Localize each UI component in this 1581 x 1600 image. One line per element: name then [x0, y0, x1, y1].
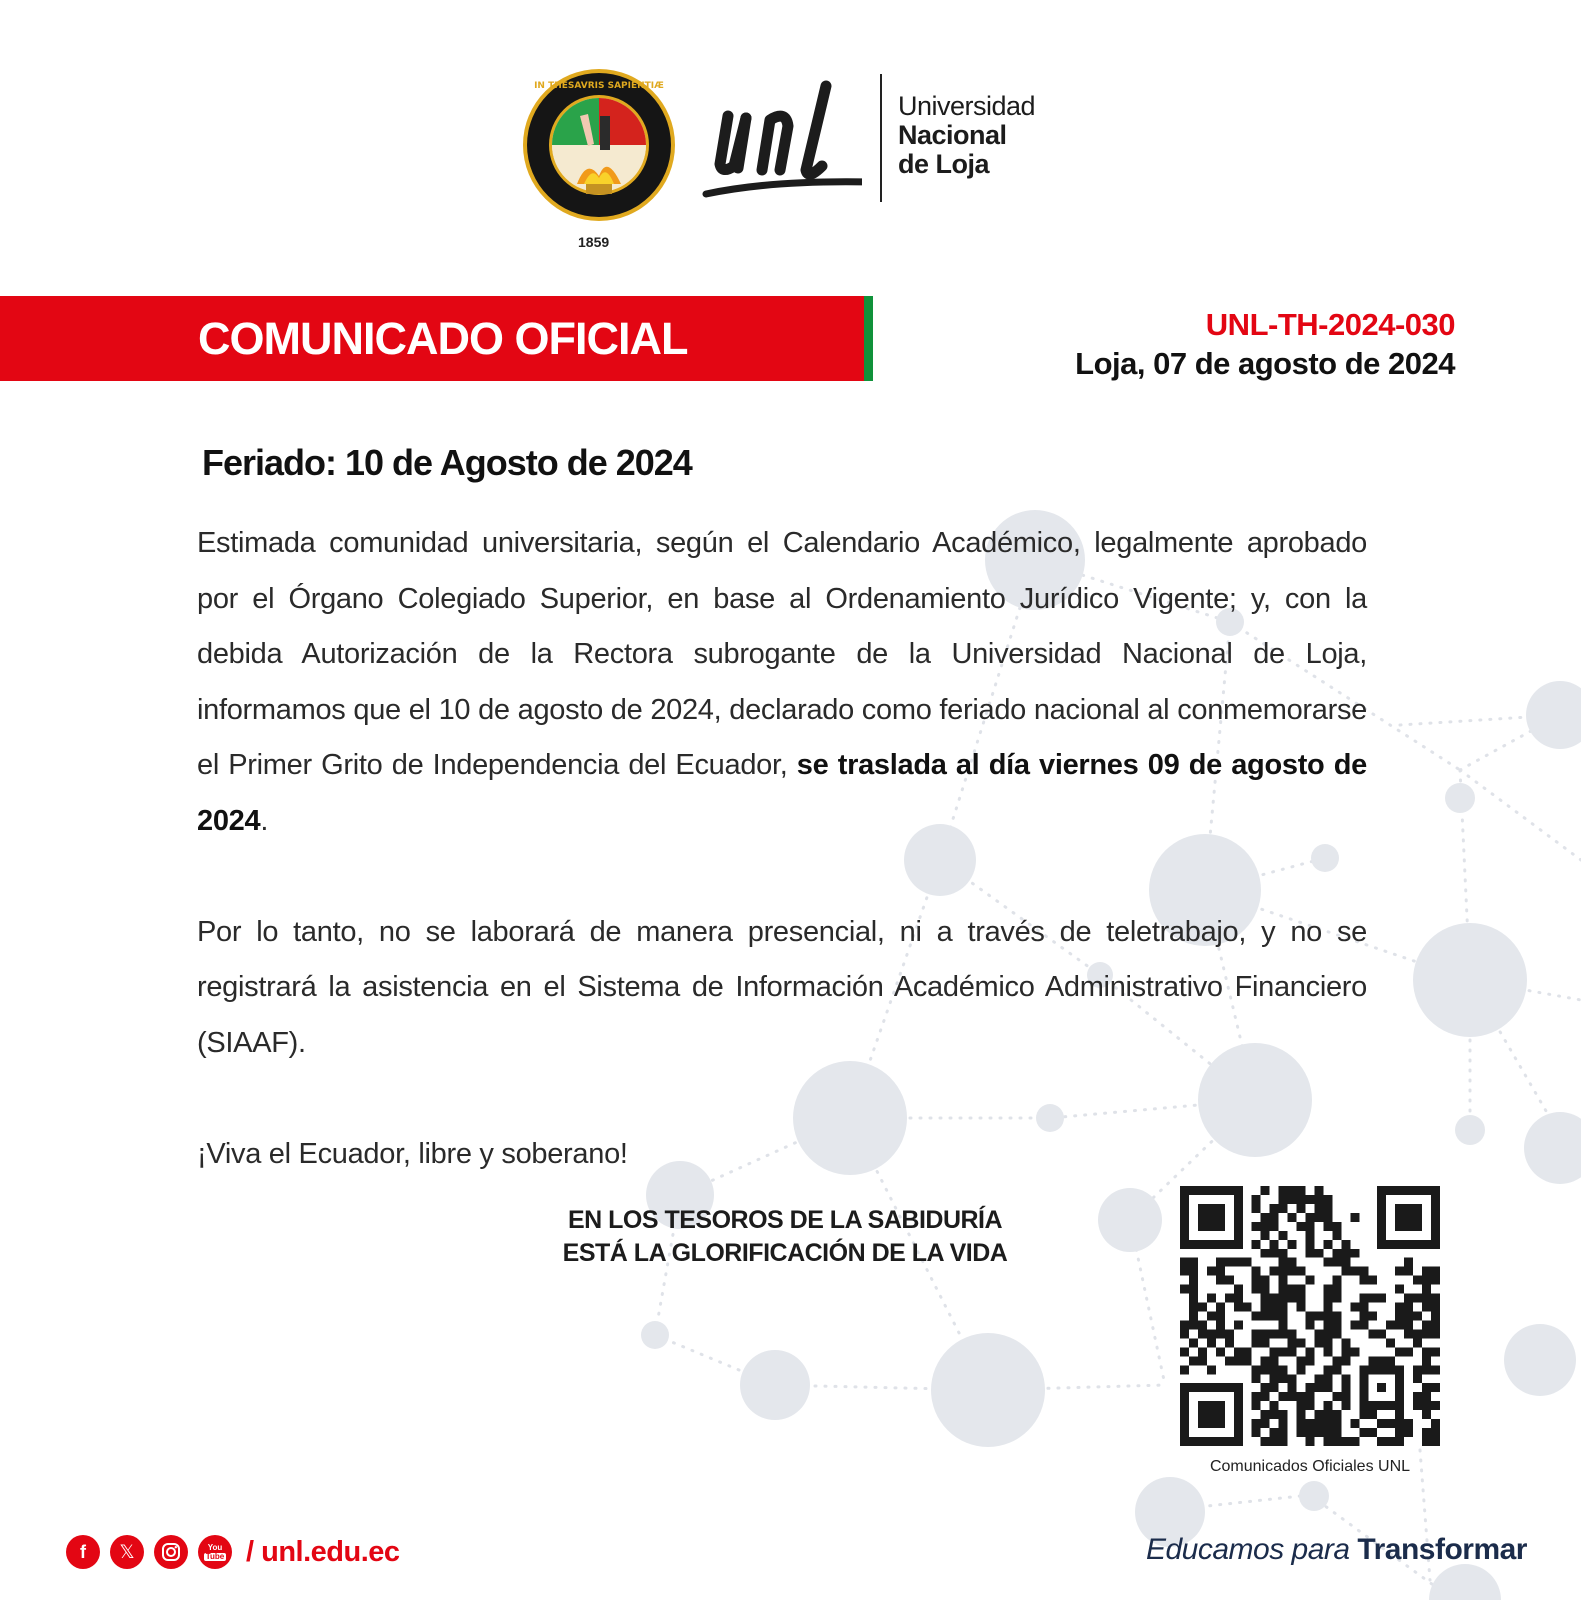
- banner-green-stripe: [864, 296, 873, 381]
- closing-line: ¡Viva el Ecuador, libre y soberano!: [197, 1137, 628, 1170]
- university-logo: [522, 66, 1062, 256]
- x-icon[interactable]: 𝕏: [110, 1535, 144, 1569]
- communique-body: [197, 516, 1367, 1238]
- university-name-line3: de Loja: [898, 149, 990, 179]
- tagline-bold: Transformar: [1357, 1533, 1527, 1566]
- paragraph-1-text: Estimada comunidad universitaria, según el Calendario Académico, legalmente aprobado por el Órgano Colegiado Superior, en base al Ordenamiento Jurídico Vigente; y, con la debida Autorización de la Rectora subrogante de la Universidad Nacional de Loja, informamos que el 10 de agosto de 2024, declarado como feriado nacional al conmemorarse el Primer Grito de Independencia del Ecuador,: [197, 527, 1367, 781]
- banner-title: COMUNICADO OFICIAL: [198, 313, 688, 364]
- reference-block: [1075, 306, 1455, 384]
- university-motto: [520, 1204, 1050, 1270]
- tagline: [1146, 1533, 1527, 1567]
- instagram-icon[interactable]: [154, 1535, 188, 1569]
- university-seal-icon: [522, 66, 676, 226]
- youtube-icon[interactable]: You Tube: [198, 1535, 232, 1569]
- tagline-light: Educamos para: [1145, 1533, 1358, 1566]
- seal-year: 1859: [578, 234, 610, 250]
- place-date: Loja, 07 de agosto de 2024: [1075, 346, 1455, 381]
- university-name-line1: Universidad: [898, 91, 1036, 121]
- university-name: [898, 92, 1035, 179]
- title-banner: [0, 296, 873, 381]
- paragraph-1: [197, 516, 1367, 849]
- social-links: [66, 1534, 400, 1570]
- university-name-line2: Nacional: [898, 120, 1007, 150]
- svg-text:IN THESAVRIS SAPIENTIÆ: IN THESAVRIS SAPIENTIÆ: [534, 81, 664, 91]
- facebook-icon[interactable]: f: [66, 1535, 100, 1569]
- reference-code: UNL-TH-2024-030: [1205, 307, 1455, 342]
- unl-script-logo: [702, 76, 862, 206]
- qr-code[interactable]: [1180, 1186, 1440, 1446]
- website-link[interactable]: / unl.edu.ec: [246, 1535, 400, 1568]
- paragraph-1-emphasis: se traslada al día viernes 09 de agosto de 2024: [197, 749, 1367, 837]
- paragraph-1-end: .: [260, 804, 269, 837]
- logo-divider: [880, 74, 882, 202]
- motto-line-2: ESTÁ LA GLORIFICACIÓN DE LA VIDA: [562, 1239, 1008, 1267]
- motto-line-1: EN LOS TESOROS DE LA SABIDURÍA: [567, 1206, 1003, 1234]
- qr-caption: Comunicados Oficiales UNL: [1209, 1458, 1411, 1475]
- paragraph-2: Por lo tanto, no se laborará de manera presencial, ni a través de teletrabajo, y no se registrará la asistencia en el Sistema de Información Académico Administrativo Financiero (SIAAF).: [197, 915, 1367, 1059]
- subject-heading: Feriado: 10 de Agosto de 2024: [202, 442, 692, 483]
